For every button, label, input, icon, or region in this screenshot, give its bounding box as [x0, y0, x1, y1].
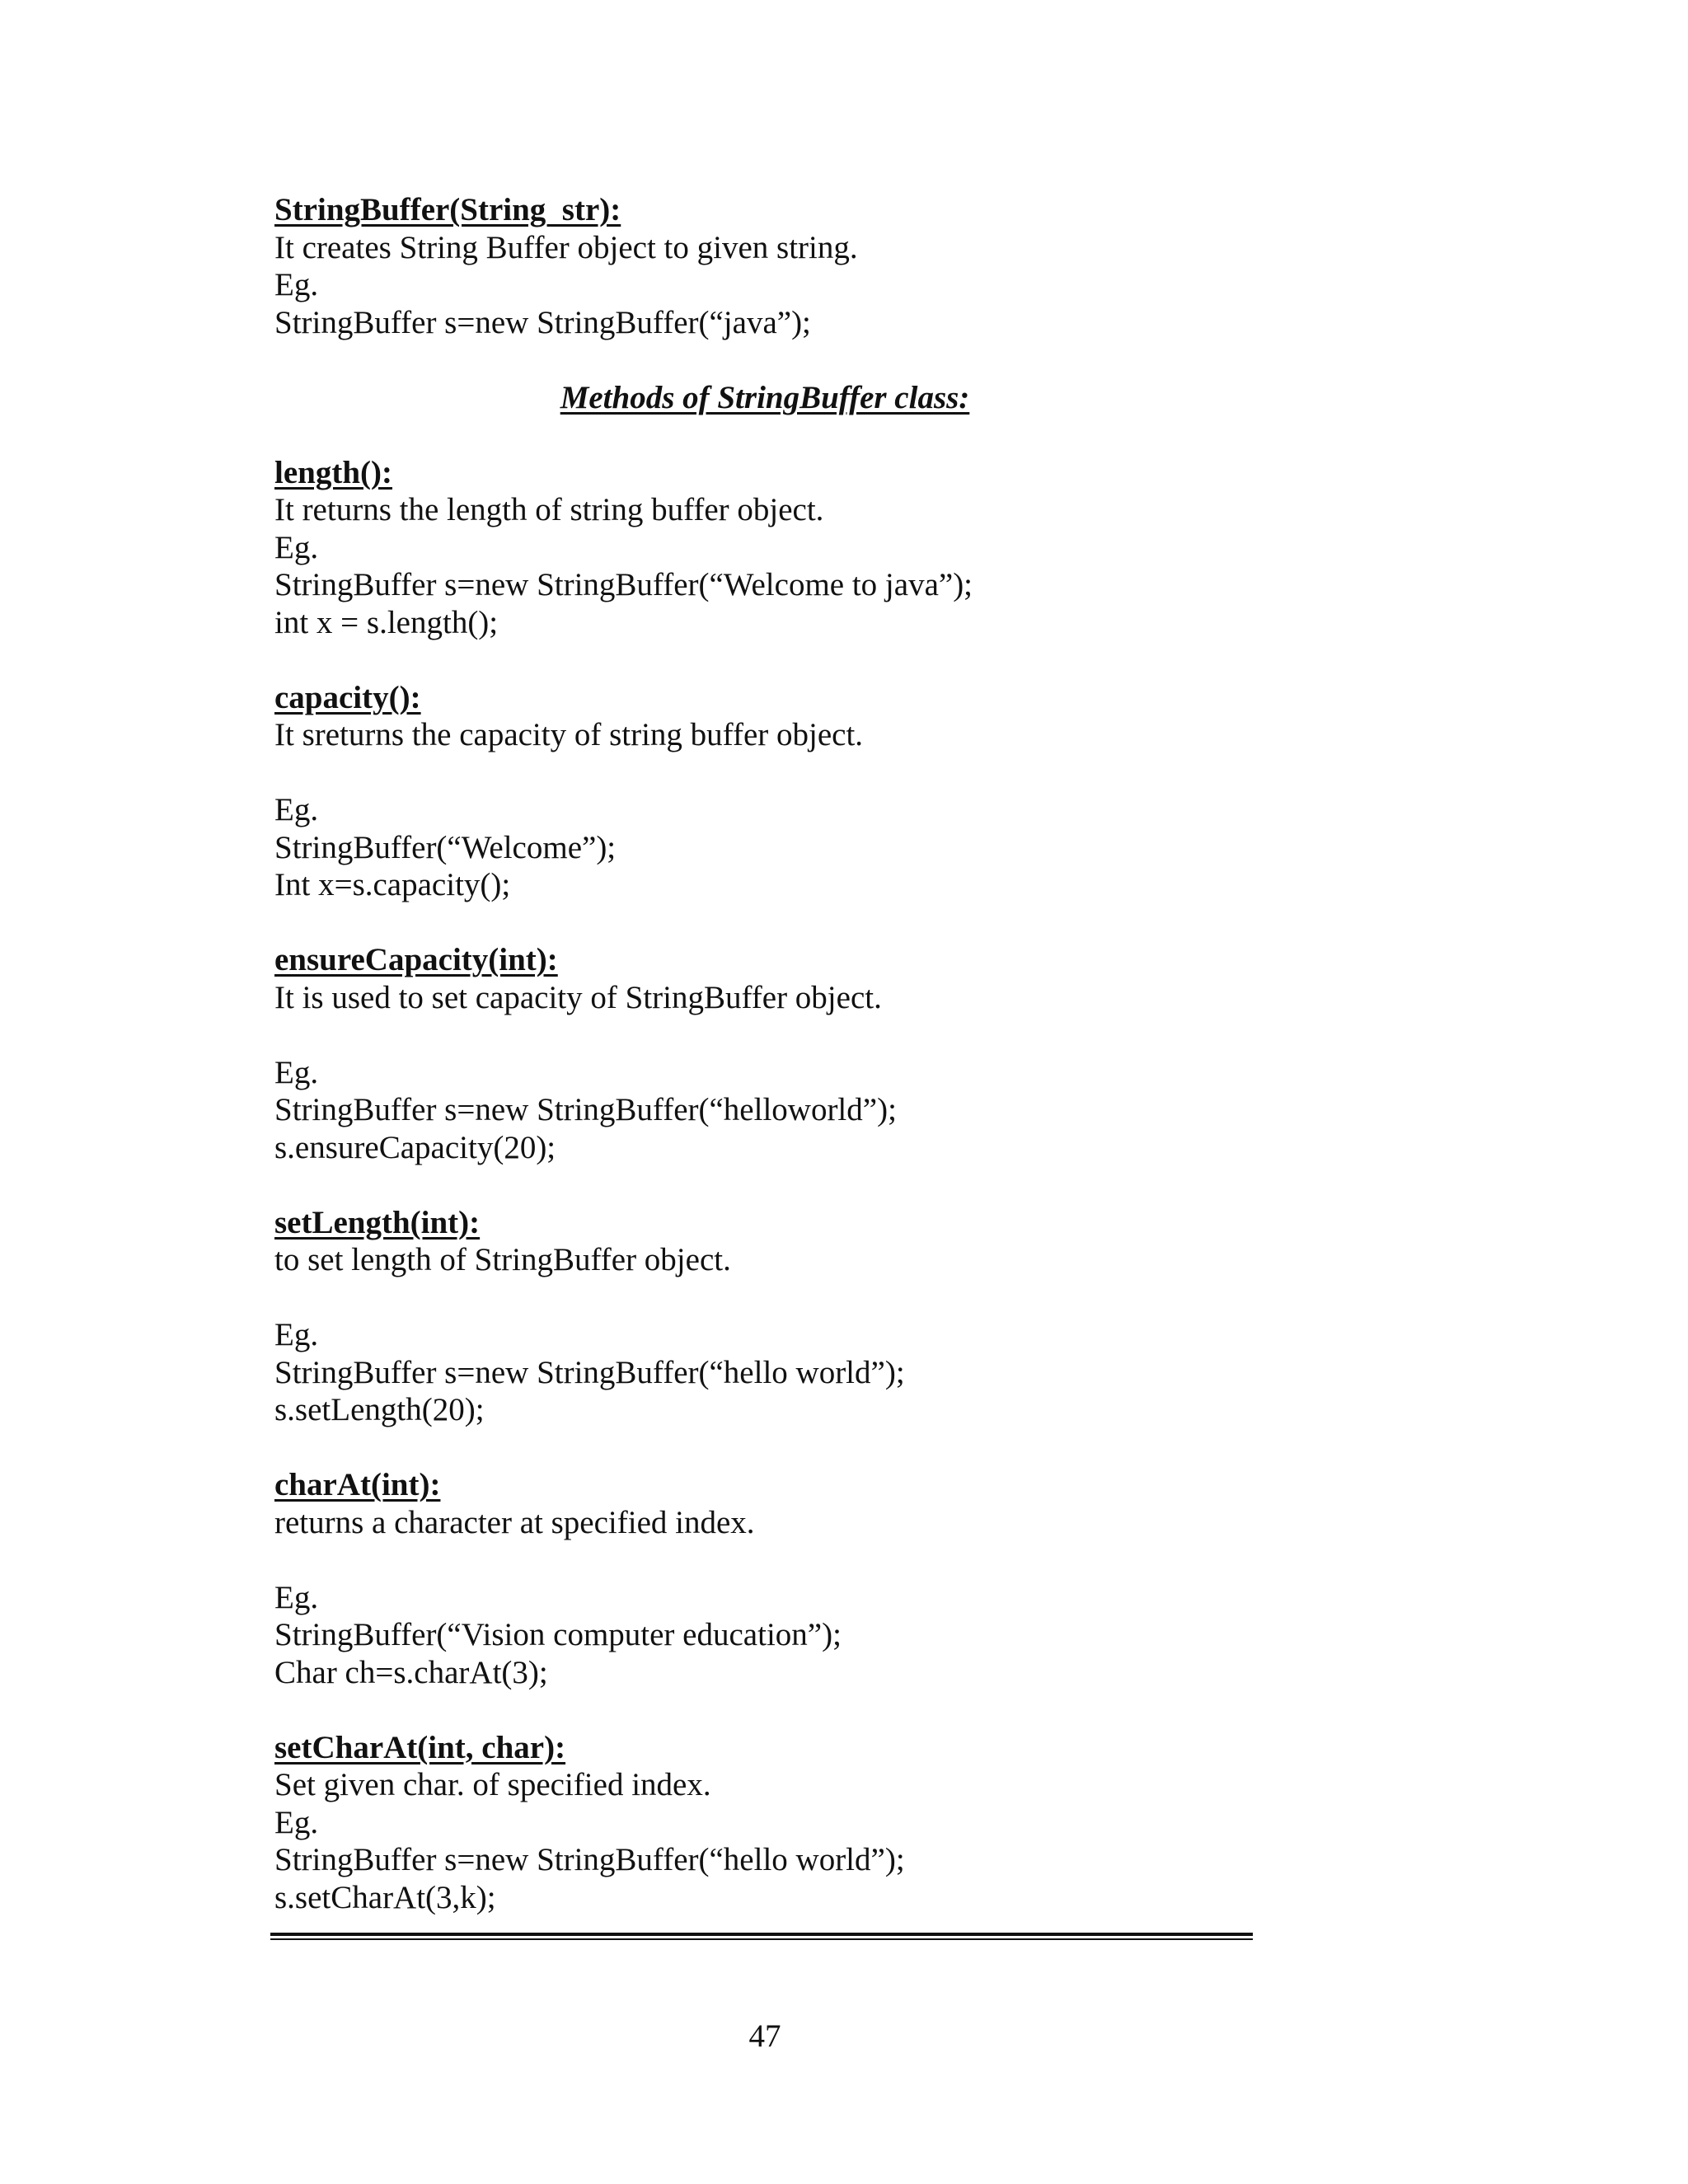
ensure-capacity-heading: ensureCapacity(int):	[274, 942, 558, 977]
char-at-eg-label: Eg.	[274, 1579, 319, 1615]
footer-double-rule	[270, 1933, 1253, 1941]
set-length-code-line-1: StringBuffer s=new StringBuffer(“hello world”);	[274, 1354, 905, 1390]
ensure-capacity-code-line-1: StringBuffer s=new StringBuffer(“helloworld”);	[274, 1092, 897, 1127]
length-heading: length():	[274, 454, 392, 490]
capacity-heading: capacity():	[274, 679, 421, 715]
capacity-description: It sreturns the capacity of string buffer object.	[274, 717, 864, 752]
set-length-description: to set length of StringBuffer object.	[274, 1242, 731, 1277]
constructor-code-line: StringBuffer s=new StringBuffer(“java”);	[274, 304, 811, 340]
ensure-capacity-description: It is used to set capacity of StringBuffer object.	[274, 979, 882, 1015]
constructor-heading: StringBuffer(String str):	[274, 192, 621, 227]
capacity-code-line-1: StringBuffer(“Welcome”);	[274, 829, 617, 865]
length-code-line-2: int x = s.length();	[274, 604, 499, 640]
set-char-at-description: Set given char. of specified index.	[274, 1767, 711, 1802]
set-char-at-code-line-1: StringBuffer s=new StringBuffer(“hello world”);	[274, 1842, 905, 1877]
ensure-capacity-eg-label: Eg.	[274, 1054, 319, 1090]
length-description: It returns the length of string buffer object.	[274, 492, 824, 527]
capacity-eg-label: Eg.	[274, 792, 319, 827]
char-at-heading: charAt(int):	[274, 1467, 441, 1502]
set-length-eg-label: Eg.	[274, 1317, 319, 1352]
char-at-description: returns a character at specified index.	[274, 1504, 755, 1540]
ensure-capacity-code-line-2: s.ensureCapacity(20);	[274, 1129, 556, 1165]
capacity-code-line-2: Int x=s.capacity();	[274, 867, 511, 902]
page-content	[274, 191, 1255, 1916]
page-number: 47	[748, 2018, 781, 2054]
char-at-code-line-2: Char ch=s.charAt(3);	[274, 1654, 548, 1690]
set-char-at-eg-label: Eg.	[274, 1804, 319, 1840]
set-length-code-line-2: s.setLength(20);	[274, 1392, 485, 1427]
length-code-line-1: StringBuffer s=new StringBuffer(“Welcome to java”);	[274, 567, 973, 602]
length-eg-label: Eg.	[274, 529, 319, 565]
char-at-code-line-1: StringBuffer(“Vision computer education”);	[274, 1617, 842, 1652]
constructor-eg-label: Eg.	[274, 267, 319, 302]
set-char-at-code-line-2: s.setCharAt(3,k);	[274, 1879, 496, 1915]
constructor-description: It creates String Buffer object to given string.	[274, 229, 858, 265]
set-char-at-heading: setCharAt(int, char):	[274, 1729, 566, 1765]
set-length-heading: setLength(int):	[274, 1204, 481, 1240]
methods-title: Methods of StringBuffer class:	[560, 379, 970, 415]
